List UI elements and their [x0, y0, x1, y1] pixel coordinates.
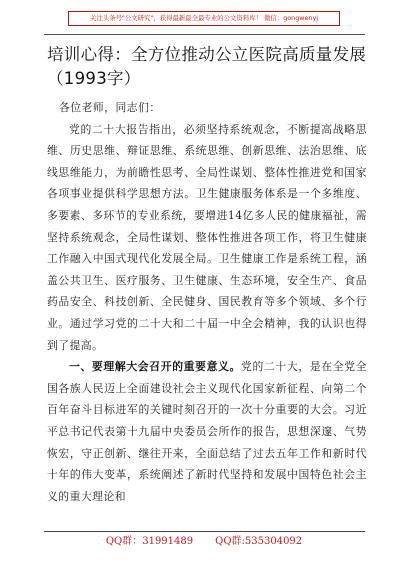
- footer-qq-group-1: QQ群：31991489: [105, 536, 194, 547]
- header-rule: [44, 34, 365, 35]
- footer-qq-group-2: QQ群:535304092: [215, 536, 303, 547]
- salutation: 各位老师，同志们：: [59, 101, 161, 114]
- top-banner: 关注头条号"公文研究"，获得最新最全最专业的公文资料库！ 微信：gongwenyj: [68, 11, 340, 26]
- footer-contact: [0, 535, 408, 549]
- section-1-paragraph: [47, 356, 367, 507]
- section-1-heading: 一、要理解大会召开的重要意义。: [69, 360, 242, 374]
- footer-rule: [44, 531, 365, 532]
- document-body: [47, 97, 367, 507]
- paragraph-1: 党的二十大报告指出，必须坚持系统观念，不断提高战略思维、历史思维、辩证思维、系统思维、创新思维、法治思维、底线思维能力，为前瞻性思考、全局性谋划、整体性推进党和国家各项事业提供科学思想方法。卫生健康服务体系是一个多维度、多要素、多环节的专业系统，要增进14亿多人民的健康福祉，需坚持系统观念，全局性谋划、整体性推进各项工作，将卫生健康工作融入中国式现代化发展全局。卫生健康工作是系统工程，涵盖公共卫生、医疗服务、卫生健康、生态环境，安全生产、食品药品安全、科技创新、全民健身、国民教育等多个领域、多个行业。通过学习党的二十大和二十届一中全会精神，我的认识也得到了提高。: [47, 122, 367, 352]
- document-title: 培训心得：全方位推动公立医院高质量发展（1993字）: [47, 45, 367, 88]
- section-1-text: 党的二十大，是在全党全国各族人民迈上全面建设社会主义现代化国家新征程、向第二个百年奋斗目标进军的关键时刻召开的一次十分重要的大会。习近平总书记代表第十九届中央委员会所作的报告，思想深邃、气势恢宏，守正创新、继往开来，全面总结了过去五年工作和新时代十年的伟大变革，系统阐述了新时代坚持和发展中国特色社会主义的重大理论和: [47, 360, 368, 503]
